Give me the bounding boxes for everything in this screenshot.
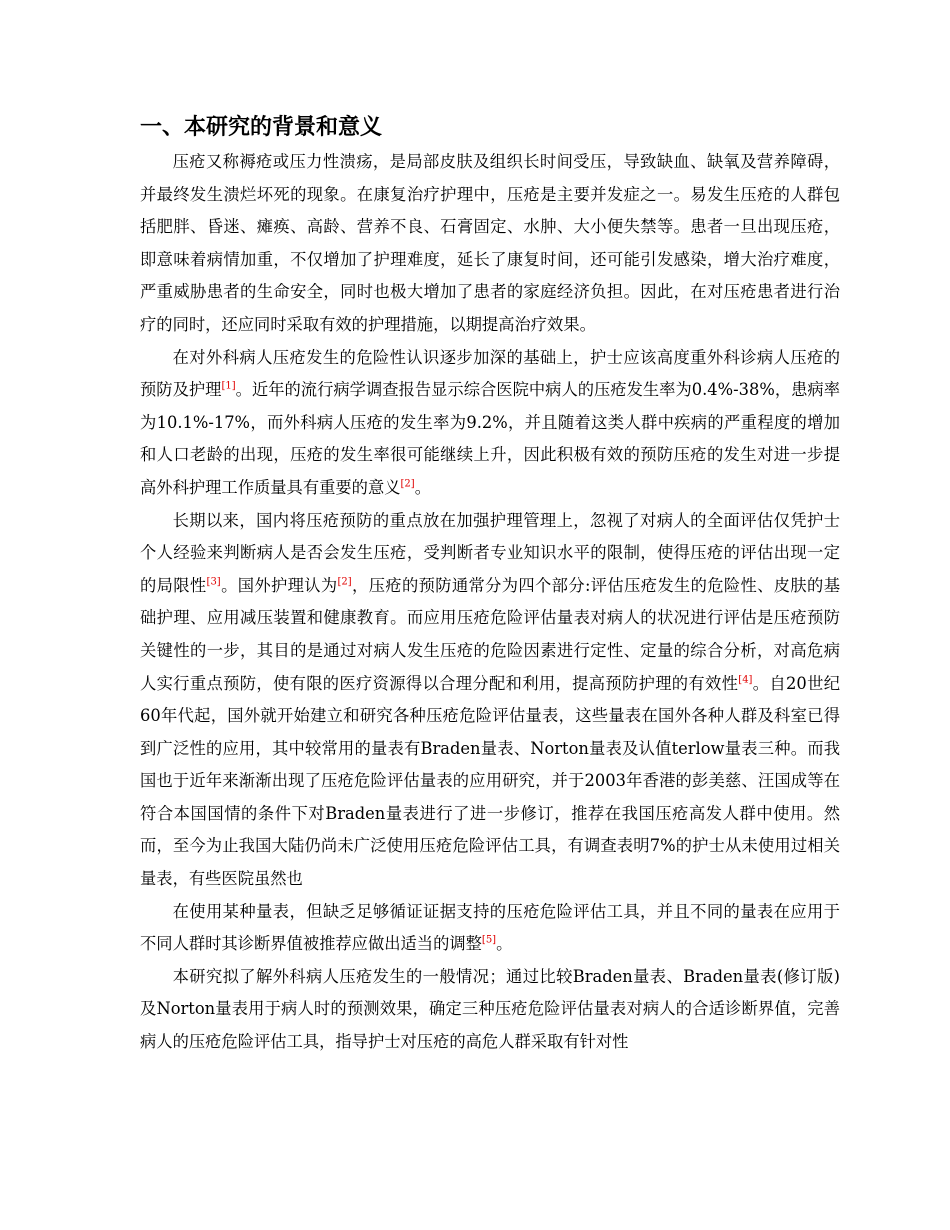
text-run: ，压疮的预防通常分为四个部分:评估压疮发生的危险性、皮肤的基础护理、应用减压装置和健康教育。而应用压疮危险评估量表对病人的状况进行评估是压疮预防关键性的一步，其目的是通过对病人发生压疮的危险因素进行定性、定量的综合分析，对高危病人实行重点预防，使有限的医疗资源得以合理分配和利用，提高预防护理的有效性	[140, 575, 840, 693]
text-run: 压疮又称褥疮或压力性溃疡，是局部皮肤及组织长时间受压，导致缺血、缺氧及营养障碍，并最终发生溃烂坏死的现象。在康复治疗护理中，压疮是主要并发症之一。易发生压疮的人群包括肥胖、昏迷、瘫痪、高龄、营养不良、石膏固定、水肿、大小便失禁等。患者一旦出现压疮，即意味着病情加重，不仅增加了护理难度，延长了康复时间，还可能引发感染，增大治疗难度，严重威胁患者的生命安全，同时也极大增加了患者的家庭经济负担。因此，在对压疮患者进行治疗的同时，还应同时采取有效的护理措施，以期提高治疗效果。	[140, 152, 840, 334]
citation-ref: [1]	[221, 380, 236, 392]
text-run: 。国外护理认为	[220, 575, 338, 595]
text-run: 。近年的流行病学调查报告显示综合医院中病人的压疮发生率为0.4%-38%，患病率为10.1%-17%，而外科病人压疮的发生率为9.2%，并且随着这类人群中疾病的严重程度的增加和人口老龄的出现，压疮的发生率很可能继续上升，因此积极有效的预防压疮的发生对进一步提高外科护理工作质量具有重要的意义	[140, 380, 840, 497]
text-run: 在对外科病人压疮发生的危险性认识逐步加深的基础上，护士应该高度重外科诊病人压疮的预防及护理	[140, 347, 840, 400]
text-run: 长期以来，国内将压疮预防的重点放在加强护理管理上，忽视了对病人的全面评估仅凭护士个人经验来判断病人是否会发生压疮，受判断者专业知识水平的限制，使得压疮的评估出现一定的局限性	[140, 510, 840, 595]
text-run: 在使用某种量表，但缺乏足够循证证据支持的压疮危险评估工具，并且不同的量表在应用于不同人群时其诊断界值被推荐应做出适当的调整	[140, 901, 840, 954]
citation-ref: [4]	[738, 674, 753, 686]
text-run: 本研究拟了解外科病人压疮发生的一般情况；通过比较Braden量表、Braden量表(修订版)及Norton量表用于病人时的预测效果，确定三种压疮危险评估量表对病人的合适诊断界值，完善病人的压疮危险评估工具，指导护士对压疮的高危人群采取有针对性	[140, 966, 840, 1052]
citation-ref: [2]	[400, 478, 415, 490]
paragraph	[140, 146, 840, 342]
citation-ref: [5]	[481, 934, 497, 946]
text-run: 。	[414, 477, 431, 497]
paragraph	[140, 342, 840, 505]
paragraph	[140, 896, 840, 961]
citation-ref: [3]	[206, 576, 221, 588]
text-run: 。自20世纪60年代起，国外就开始建立和研究各种压疮危险评估量表，这些量表在国外各种人群及科室已得到广泛性的应用，其中较常用的量表有Braden量表、Norton量表及认值terlow量表三种。而我国也于近年来渐渐出现了压疮危险评估量表的应用研究，并于2003年香港的彭美慈、汪国成等在符合本国国情的条件下对Braden量表进行了进一步修订，推荐在我国压疮高发人群中使用。然而，至今为止我国大陆仍尚未广泛使用压疮危险评估工具，有调查表明7%的护士从未使用过相关量表，有些医院虽然也	[140, 673, 840, 889]
section-heading: 一、本研究的背景和意义	[140, 115, 383, 140]
document-page	[140, 110, 840, 1059]
paragraph	[140, 505, 840, 896]
citation-ref: [2]	[337, 576, 352, 588]
body-text	[140, 146, 840, 1059]
paragraph	[140, 961, 840, 1059]
text-run: 。	[496, 934, 513, 954]
